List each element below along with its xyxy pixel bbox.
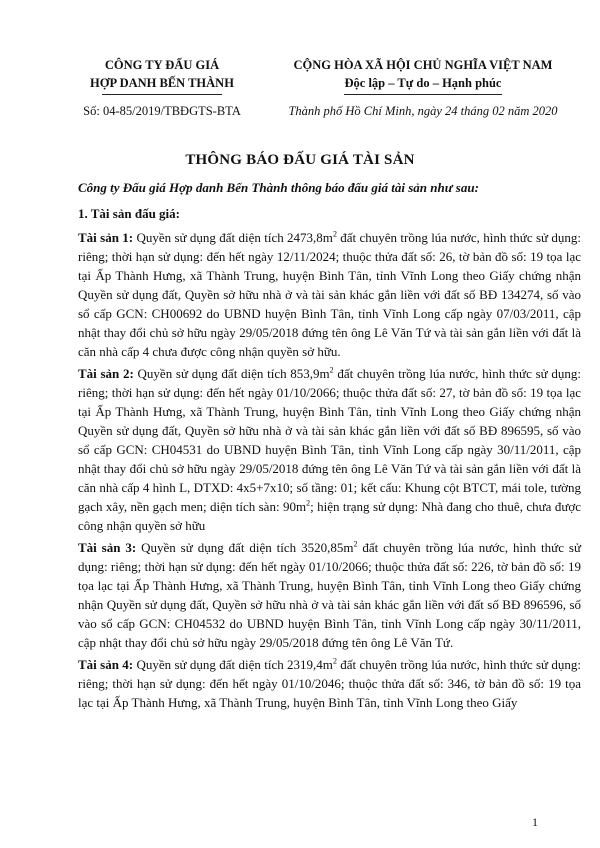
asset-text-pre: Quyền sử dụng đất diện tích 3520,85m [136, 540, 354, 555]
organization-name-line2: HỢP DANH BẾN THÀNH [90, 76, 234, 90]
asset-text-pre: Quyền sử dụng đất diện tích 2473,8m [133, 230, 333, 245]
superscript: 2 [353, 539, 358, 549]
page-number: 1 [532, 815, 538, 829]
asset-label: Tài sản 3: [78, 540, 137, 555]
asset-paragraph [78, 228, 581, 361]
asset-paragraph [78, 538, 581, 652]
asset-label: Tài sản 2: [78, 366, 134, 381]
asset-label: Tài sản 4: [78, 657, 134, 672]
document-header [0, 56, 600, 136]
asset-label: Tài sản 1: [78, 230, 134, 245]
document-number: Số: 04-85/2019/TBĐGTS-BTA [83, 104, 241, 118]
national-motto-block [268, 56, 578, 119]
asset-paragraph [78, 364, 581, 535]
superscript: 2 [329, 365, 334, 375]
asset-list [78, 228, 581, 715]
motto-underline [344, 94, 502, 95]
asset-text: đất chuyên trồng lúa nước, hình thức sử dụng: riêng; thời hạn sử dụng: đến hết ngày 12/11/2024; thuộc thửa đất số: 26, tờ bản đồ số: 19 tọa lạc tại Ấp Thành Hưng, xã Thành Trung, huyện Bình Tân, tỉnh Vĩnh Long theo Giấy chứng nhận Quyền sử dụng đất, Quyền sở hữu nhà ở và tài sản khác gắn liền với đất số BĐ 134274, số vào sổ cấp GCN: CH00692 do UBND huyện Bình Tân, tỉnh Vĩnh Long cấp ngày 07/03/2011, cập nhật thay đổi chủ sở hữu ngày 29/05/2018 đứng tên ông Lê Văn Tứ và tài sản gắn liền với đất là căn nhà cấp 4 chưa được công nhận quyền sở hữu. [78, 230, 582, 359]
national-motto: Độc lập – Tự do – Hạnh phúc [344, 76, 502, 90]
asset-text: đất chuyên trồng lúa nước, hình thức sử dụng: riêng; thời hạn sử dụng: đến hết ngày 01/10/2066; thuộc thửa đất số: 27, tờ bản đồ số: 19 tọa lạc tại Ấp Thành Hưng, xã Thành Trung, huyện Bình Tân, tỉnh Vĩnh Long theo Giấy chứng nhận Quyền sử dụng đất, Quyền sở hữu nhà ở và tài sản khác gắn liền với đất số BĐ 896595, số vào sổ cấp GCN: CH04531 do UBND huyện Bình Tân, tỉnh Vĩnh Long cấp ngày 30/11/2011, cập nhật thay đổi chủ sở hữu ngày 29/05/2018 đứng tên ông Lê Văn Tứ và tài sản gắn liền với đất là căn nhà cấp 4 hình L, DTXD: 4x5+7x10; số tầng: 01; kết cấu: Khung cột BTCT, mái tole, tường gạch xây, nền gạch men; diện tích sàn: 90m [78, 366, 581, 514]
superscript: 2 [306, 498, 311, 508]
asset-text-pre: Quyền sử dụng đất diện tích 853,9m [133, 366, 330, 381]
organization-block [62, 56, 262, 119]
national-title: CỘNG HÒA XÃ HỘI CHỦ NGHĨA VIỆT NAM [293, 58, 553, 72]
asset-text-end: ; hiện trạng sử dụng: Nhà đang cho thuê, chưa được công nhận quyền sở hữu [78, 499, 582, 533]
section-heading: 1. Tài sản đấu giá: [78, 206, 180, 221]
asset-text-pre: Quyền sử dụng đất diện tích 2319,4m [133, 657, 333, 672]
place-and-date: Thành phố Hồ Chí Minh, ngày 24 tháng 02 năm 2020 [288, 104, 558, 118]
document-title: THÔNG BÁO ĐẤU GIÁ TÀI SẢN [185, 152, 415, 168]
organization-underline [102, 94, 222, 95]
intro-line: Công ty Đấu giá Hợp danh Bến Thành thông báo đấu giá tài sản như sau: [78, 180, 479, 195]
asset-text: đất chuyên trồng lúa nước, hình thức sử dụng: riêng; thời hạn sử dụng: đến hết ngày 01/10/2066; thuộc thửa đất số: 226, tờ bản đồ số: 19 tọa lạc tại Ấp Thành Hưng, xã Thành Trung, huyện Bình Tân, tỉnh Vĩnh Long theo Giấy chứng nhận Quyền sử dụng đất, Quyền sở hữu nhà ở và tài sản khác gắn liền với đất số BĐ 896596, số vào sổ cấp GCN: CH04532 do UBND huyện Bình Tân, tỉnh Vĩnh Long cấp ngày 30/11/2011, cập nhật thay đổi chủ sở hữu ngày 29/05/2018 đứng tên ông Lê Văn Tứ. [78, 540, 581, 650]
organization-name-line1: CÔNG TY ĐẤU GIÁ [104, 58, 220, 72]
superscript: 2 [332, 656, 337, 666]
asset-paragraph [78, 655, 581, 712]
superscript: 2 [332, 229, 337, 239]
asset-text: đất chuyên trồng lúa nước, hình thức sử dụng: riêng; thời hạn sử dụng: đến hết ngày 01/10/2046; thuộc thửa đất số: 346, tờ bản đồ số: 19 tọa lạc tại Ấp Thành Hưng, xã Thành Trung, huyện Bình Tân, tỉnh Vĩnh Long theo Giấy [78, 657, 582, 710]
